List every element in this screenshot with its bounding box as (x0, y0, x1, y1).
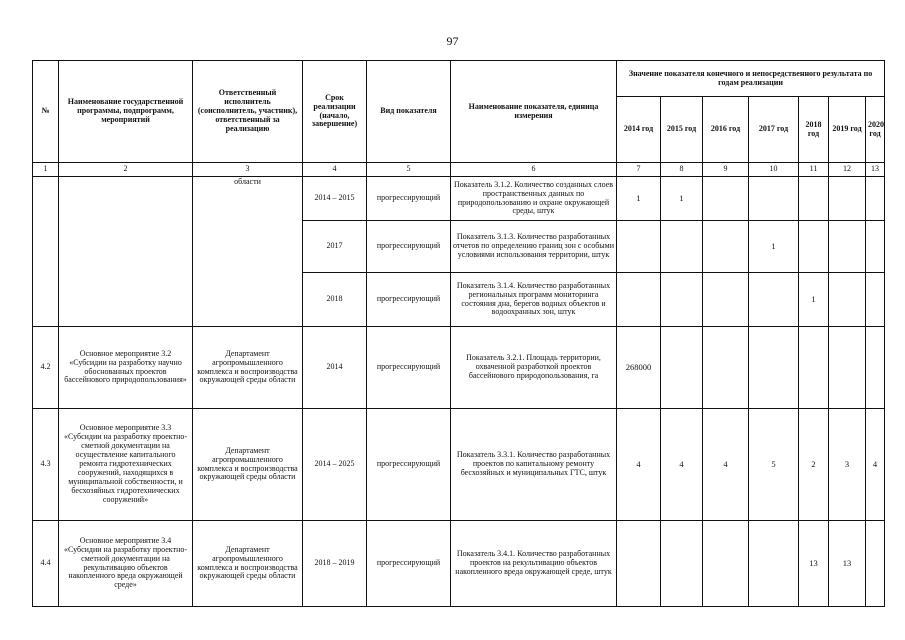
row-term: 2014 – 2015 (303, 177, 367, 221)
value-cell: 1 (661, 177, 703, 221)
row-name: Основное мероприятие 3.3 «Субсидии на разработку проектно-сметной документации на осуществление капитального ремонта гидротехнических сооружений, находящихся в муниципальной собственности, и бесхозяйных гидротехнических сооружений» (59, 409, 193, 521)
table-row (33, 327, 885, 409)
row-name: Основное мероприятие 3.4 «Субсидии на разработку проектно-сметной документации на рекультивацию объектов накопленного вреда окружающей среде» (59, 521, 193, 607)
value-cell: 13 (799, 521, 829, 607)
value-cell (799, 177, 829, 221)
column-number: 9 (703, 163, 749, 177)
header-year: 2020 год (866, 97, 885, 163)
table-row (33, 409, 885, 521)
row-indicator: Показатель 3.4.1. Количество разработанных проектов на рекультивацию объектов накопленного вреда окружающей среде, штук (451, 521, 617, 607)
value-cell: 4 (617, 409, 661, 521)
column-number: 6 (451, 163, 617, 177)
table-row (33, 521, 885, 607)
page-number: 97 (446, 34, 459, 48)
value-cell (617, 521, 661, 607)
header-year: 2014 год (617, 97, 661, 163)
column-number: 1 (33, 163, 59, 177)
row-type: прогрессирующий (367, 177, 451, 221)
row-no-cell (33, 177, 59, 327)
table-row (33, 177, 885, 221)
value-cell (661, 221, 703, 273)
row-responsible-cell: области (193, 177, 303, 327)
value-cell (617, 273, 661, 327)
value-cell (799, 221, 829, 273)
value-cell (866, 327, 885, 409)
value-cell (749, 177, 799, 221)
column-number: 11 (799, 163, 829, 177)
value-cell: 3 (829, 409, 866, 521)
value-cell (866, 177, 885, 221)
value-cell: 1 (617, 177, 661, 221)
value-cell: 1 (799, 273, 829, 327)
value-cell (703, 327, 749, 409)
header-type: Вид показателя (367, 61, 451, 163)
value-cell (703, 521, 749, 607)
value-cell (829, 177, 866, 221)
header-term: Срок реализации (начало, завершение) (303, 61, 367, 163)
value-cell (866, 521, 885, 607)
row-indicator: Показатель 3.1.2. Количество созданных слоев пространственных данных по природопользованию и охране окружающей среды, штук (451, 177, 617, 221)
row-term: 2014 – 2025 (303, 409, 367, 521)
row-indicator: Показатель 3.1.3. Количество разработанных отчетов по определению границ зон с особыми условиями использования территории, штук (451, 221, 617, 273)
value-cell (749, 521, 799, 607)
column-number: 13 (866, 163, 885, 177)
indicators-table (32, 60, 885, 607)
value-cell (703, 273, 749, 327)
header-year: 2018 год (799, 97, 829, 163)
value-cell (703, 177, 749, 221)
header-name: Наименование государственной программы, подпрограмм, мероприятий (59, 61, 193, 163)
value-cell (617, 221, 661, 273)
row-term: 2017 (303, 221, 367, 273)
row-type: прогрессирующий (367, 273, 451, 327)
column-number: 2 (59, 163, 193, 177)
row-term: 2014 (303, 327, 367, 409)
header-row-1 (33, 61, 885, 97)
row-type: прогрессирующий (367, 521, 451, 607)
header-values-group: Значение показателя конечного и непосредственного результата по годам реализации (617, 61, 885, 97)
value-cell (749, 327, 799, 409)
header-year: 2015 год (661, 97, 703, 163)
row-indicator: Показатель 3.3.1. Количество разработанных проектов по капитальному ремонту бесхозяйных и муниципальных ГТС, штук (451, 409, 617, 521)
value-cell (703, 221, 749, 273)
column-number: 7 (617, 163, 661, 177)
header-indicator: Наименование показателя, единица измерения (451, 61, 617, 163)
value-cell (829, 221, 866, 273)
header-year: 2016 год (703, 97, 749, 163)
value-cell: 268000 (617, 327, 661, 409)
value-cell (661, 521, 703, 607)
column-number: 8 (661, 163, 703, 177)
value-cell: 5 (749, 409, 799, 521)
column-number-row (33, 163, 885, 177)
header-year: 2017 год (749, 97, 799, 163)
row-no: 4.4 (33, 521, 59, 607)
value-cell (749, 273, 799, 327)
column-number: 3 (193, 163, 303, 177)
row-responsible: Департамент агропромышленного комплекса и воспроизводства окружающей среды области (193, 327, 303, 409)
header-responsible: Ответственный исполнитель (соисполнитель, участник), ответственный за реализацию (193, 61, 303, 163)
value-cell: 1 (749, 221, 799, 273)
row-name: Основное мероприятие 3.2 «Субсидии на разработку научно обоснованных проектов бассейнового природопользования» (59, 327, 193, 409)
value-cell (799, 327, 829, 409)
header-no: № (33, 61, 59, 163)
row-no: 4.2 (33, 327, 59, 409)
value-cell (661, 273, 703, 327)
column-number: 4 (303, 163, 367, 177)
value-cell (866, 273, 885, 327)
row-responsible: Департамент агропромышленного комплекса и воспроизводства окружающей среды области (193, 521, 303, 607)
column-number: 5 (367, 163, 451, 177)
value-cell: 4 (866, 409, 885, 521)
row-term: 2018 – 2019 (303, 521, 367, 607)
value-cell: 4 (703, 409, 749, 521)
value-cell (829, 327, 866, 409)
value-cell: 2 (799, 409, 829, 521)
value-cell (866, 221, 885, 273)
row-indicator: Показатель 3.2.1. Площадь территории, охваченной разработкой проектов бассейнового природопользования, га (451, 327, 617, 409)
column-number: 10 (749, 163, 799, 177)
row-responsible: Департамент агропромышленного комплекса и воспроизводства окружающей среды области (193, 409, 303, 521)
row-term: 2018 (303, 273, 367, 327)
row-type: прогрессирующий (367, 327, 451, 409)
header-year: 2019 год (829, 97, 866, 163)
column-number: 12 (829, 163, 866, 177)
value-cell: 13 (829, 521, 866, 607)
row-type: прогрессирующий (367, 409, 451, 521)
row-indicator: Показатель 3.1.4. Количество разработанных региональных программ мониторинга состояния дна, берегов водных объектов и водоохранных зон, штук (451, 273, 617, 327)
row-no: 4.3 (33, 409, 59, 521)
row-name-cell (59, 177, 193, 327)
value-cell: 4 (661, 409, 703, 521)
row-type: прогрессирующий (367, 221, 451, 273)
value-cell (829, 273, 866, 327)
value-cell (661, 327, 703, 409)
